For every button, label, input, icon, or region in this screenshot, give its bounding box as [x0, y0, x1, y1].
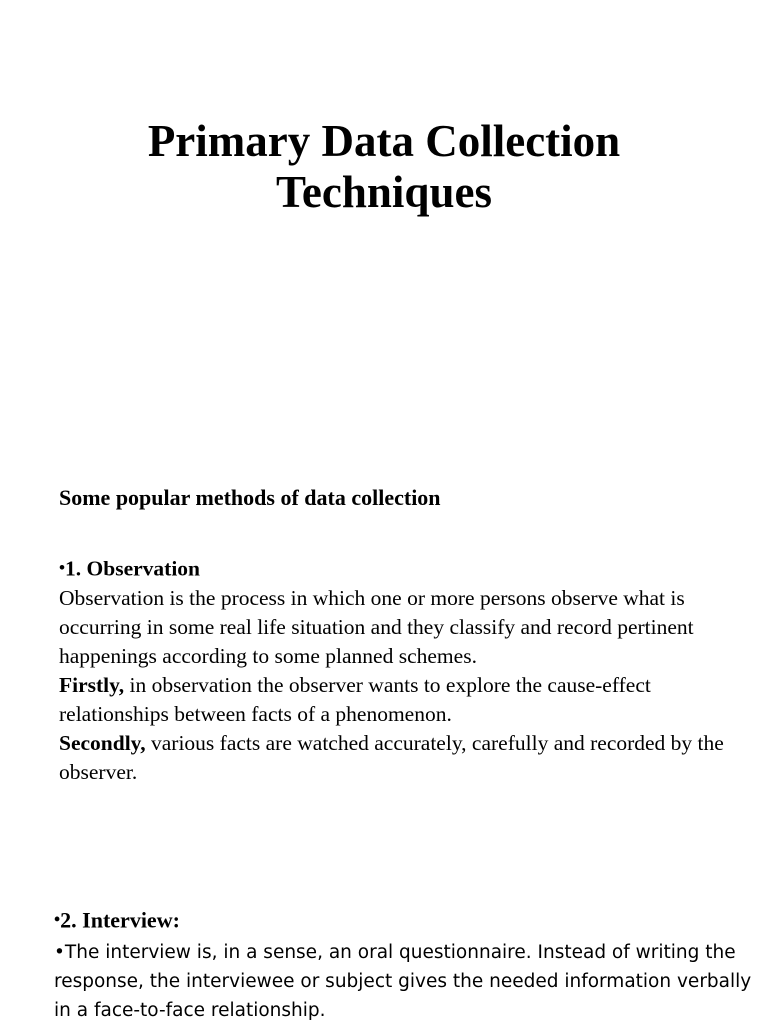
observation-definition: Observation is the process in which one or more persons observe what is occurring in some real life situation and they classify and record pertinent happenings according to some planned schemes. — [59, 585, 694, 668]
firstly-text: in observation the observer wants to explore the cause-effect relationships between facts of a phenomenon. — [59, 672, 651, 726]
bullet-icon: • — [59, 558, 66, 577]
bullet-icon: • — [54, 909, 61, 929]
interview-section — [54, 905, 754, 1025]
observation-secondly — [59, 729, 749, 787]
observation-heading — [59, 553, 749, 584]
interview-body-text: The interview is, in a sense, an oral questionnaire. Instead of writing the response, the interviewee or subject gives the needed information verbally in a face-to-face relationship. — [54, 941, 752, 1021]
interview-heading-text: 2. Interview: — [60, 907, 180, 933]
interview-heading — [54, 905, 754, 935]
secondly-label: Secondly, — [59, 730, 146, 755]
observation-section — [59, 553, 749, 787]
title-line-2: Techniques — [276, 167, 492, 217]
section-subtitle: Some popular methods of data collection — [59, 485, 441, 510]
firstly-label: Firstly, — [59, 672, 125, 697]
bullet-icon: • — [54, 941, 65, 963]
page-title — [0, 116, 768, 218]
secondly-text: various facts are watched accurately, carefully and recorded by the observer. — [59, 730, 724, 784]
observation-firstly — [59, 671, 749, 729]
title-line-1: Primary Data Collection — [147, 116, 621, 166]
observation-heading-text: 1. Observation — [65, 556, 201, 581]
interview-body — [54, 938, 754, 1025]
